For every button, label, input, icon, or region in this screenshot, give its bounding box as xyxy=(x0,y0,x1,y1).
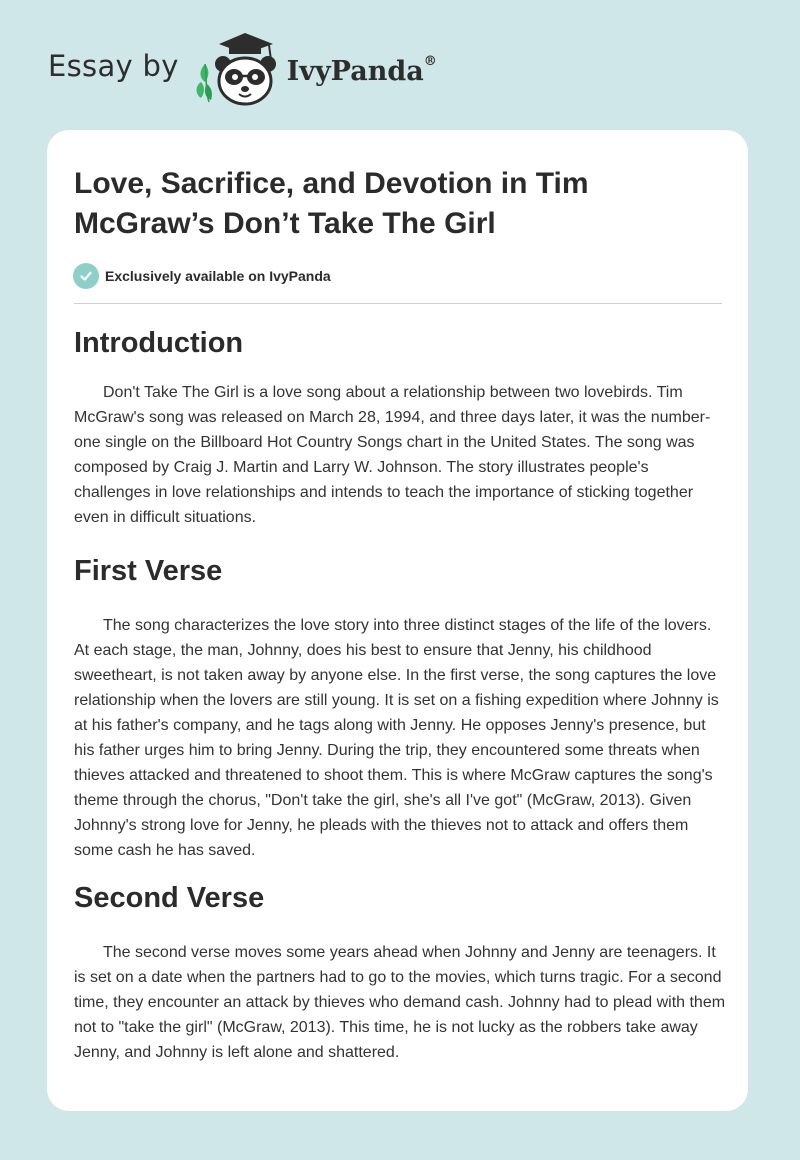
ivy-leaf-icon xyxy=(196,64,211,102)
brand-name xyxy=(286,53,437,87)
essay-by-label: Essay by xyxy=(48,49,179,83)
exclusive-label: Exclusively available on IvyPanda xyxy=(105,268,331,284)
section-introduction xyxy=(74,326,729,530)
exclusive-badge xyxy=(73,263,331,289)
section-body: The second verse moves some years ahead when Johnny and Jenny are teenagers. It is set on a date when the partners had to go to the movies, which turns tragic. For a second time, they encounter an attack by thieves who demand cash. Johnny had to plead with them not to "take the girl" (McGraw, 2013). This time, he is not lucky as the robbers take away Jenny, and Johnny is left alone and shattered. xyxy=(74,944,726,1061)
section-first-verse xyxy=(74,554,729,863)
section-second-verse xyxy=(74,881,729,1065)
essay-card xyxy=(47,130,748,1111)
panda-logo-graphic xyxy=(193,30,283,110)
section-body: Don't Take The Girl is a love song about a relationship between two lovebirds. Tim McGraw's song was released on March 28, 1994, and three days later, it was the number-one single on the Billboard Hot Country Songs chart in the United States. The song was composed by Craig J. Martin and Larry W. Johnson. The story illustrates people's challenges in love relationships and intends to teach the importance of sticking together even in difficult situations. xyxy=(74,384,711,526)
brand-wordmark: IvyPanda xyxy=(286,55,424,87)
title-divider xyxy=(74,303,722,304)
section-heading: First Verse xyxy=(74,555,223,587)
panda-graduate-icon xyxy=(193,30,283,110)
registered-mark: ® xyxy=(423,53,437,69)
section-heading: Second Verse xyxy=(74,882,265,914)
section-body: The song characterizes the love story into three distinct stages of the life of the lovers. At each stage, the man, Johnny, does his best to ensure that Jenny, his childhood sweetheart, is not taken away by anyone else. In the first verse, the song captures the love relationship when the lovers are still young. It is set on a fishing expedition where Johnny is at his father's company, and he tags along with Jenny. He opposes Jenny's presence, but his father urges him to bring Jenny. During the trip, they encountered some threats when thieves attacked and threatened to shoot them. This is where McGraw captures the song's theme through the chorus, "Don't take the girl, she's all I've got" (McGraw, 2013). Given Johnny's strong love for Jenny, he pleads with the thieves not to attack and offers them some cash he has saved. xyxy=(74,617,719,859)
essay-title: Love, Sacrifice, and Devotion in Tim McGraw’s Don’t Take The Girl xyxy=(74,167,589,240)
site-header xyxy=(48,30,437,110)
section-heading: Introduction xyxy=(74,327,244,359)
check-circle-icon xyxy=(73,263,99,289)
